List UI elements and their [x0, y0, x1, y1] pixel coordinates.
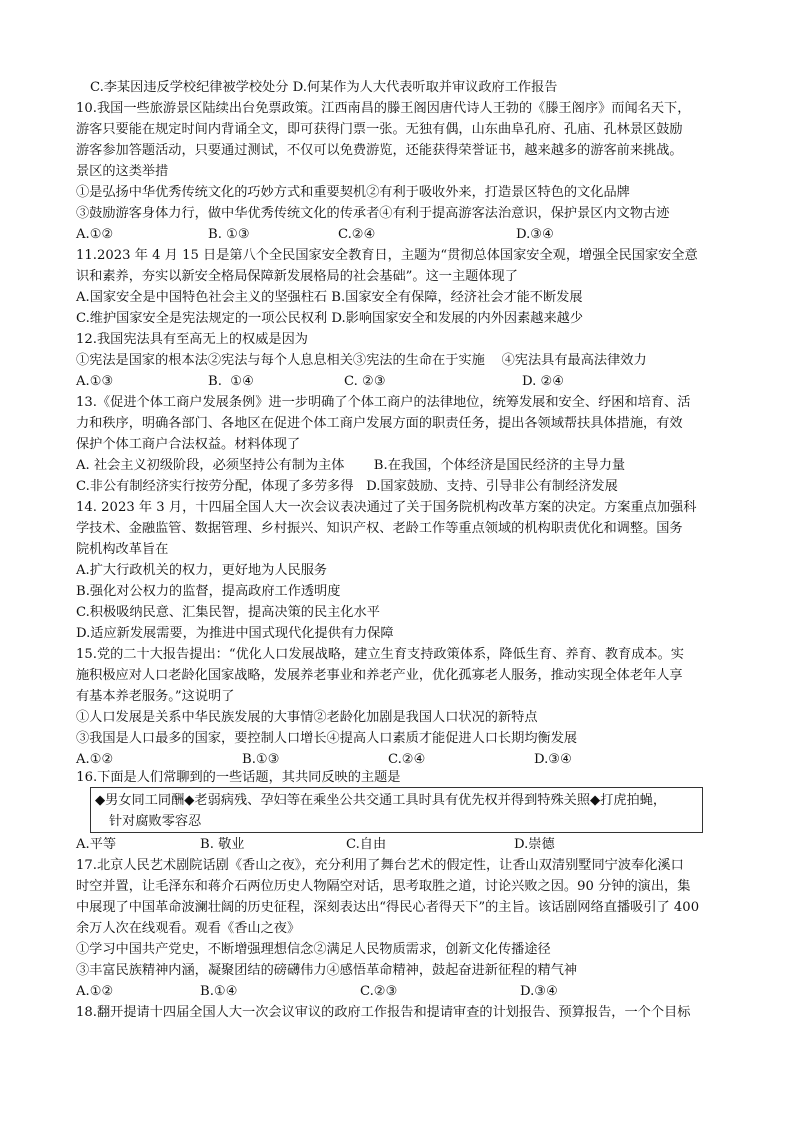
option-a: A.平等: [76, 837, 117, 852]
text-line: ③丰富民族精神内涵，凝聚团结的磅礴伟力④感悟革命精神，鼓起奋进新征程的精气神: [76, 963, 578, 978]
text-line: A. 社会主义初级阶段，必须坚持公有制为主体 B.在我国，个体经济是国民经济的主导力量: [76, 458, 626, 473]
text-line: 识和素养，夯实以新安全格局保障新发展格局的社会基础”。这一主题体现了: [76, 269, 518, 284]
option-d: D.③④: [516, 227, 554, 242]
text-line: 有基本养老服务。”这说明了: [76, 689, 235, 704]
text-line: 中展现了中国革命波澜壮阔的历史征程，深刻表达出“得民心者得天下”的主旨。该话剧网络直播吸引了 400: [76, 900, 700, 915]
text-line: 保护个体工商户合法权益。材料体现了: [76, 437, 301, 452]
text-line: 时空并置，让毛泽东和蒋介石两位历史人物隔空对话，思考取胜之道，讨论兴败之因。90 分钟的演出，集: [76, 879, 691, 894]
question-16-line: 16.下面是人们常聊到的一些话题，其共同反映的主题是: [72, 770, 401, 785]
option-d: D. ②④: [522, 374, 565, 389]
topic-box-line: 针对腐败零容忍: [109, 814, 202, 829]
question-11-line: 11.2023 年 4 月 15 日是第八个全民国家安全教育日，主题为“贯彻总体国家安全观，增强全民国家安全意: [76, 248, 698, 263]
text-line: ①人口发展是关系中华民族发展的大事情②老龄化加剧是我国人口状况的新特点: [76, 710, 538, 725]
text-line: 游客参加答题活动，只要通过测试，不仅可以免费游览，还能获得荣誉证书，越来越多的游客前来挑战。: [76, 143, 683, 158]
option-b: B.①④: [200, 984, 238, 999]
text-line: 游客只要能在规定时间内背诵全文，即可获得门票一张。无独有偶，山东曲阜孔府、孔庙、孔林景区鼓励: [76, 122, 683, 137]
text-line: B.强化对公权力的监督，提高政府工作透明度: [76, 584, 341, 599]
option-d: D.③④: [520, 984, 558, 999]
question-12-line: 12.我国宪法具有至高无上的权威是因为: [76, 332, 308, 347]
question-17-line: 17.北京人民艺术剧院话剧《香山之夜》，充分利用了舞台艺术的假定性，让香山双清别墅同宁波奉化溪口: [76, 858, 684, 873]
option-d: D.崇德: [514, 837, 555, 852]
question-14-line: 14. 2023 年 3 月，十四届全国人大一次会议表决通过了关于国务院机构改革方案的决定。方案重点加强科: [76, 500, 697, 515]
text-line: 景区的这类举措: [76, 164, 169, 179]
text-line: A.扩大行政机关的权力，更好地为人民服务: [76, 563, 328, 578]
text-line: ①学习中国共产党史，不断增强理想信念②满足人民物质需求，创新文化传播途径: [76, 942, 551, 957]
text-line: 学技术、金融监管、数据管理、乡村振兴、知识产权、老龄工作等重点领域的机构职责优化和调整。国务: [76, 521, 683, 536]
text-line: D.适应新发展需要，为推进中国式现代化提供有力保障: [76, 626, 394, 641]
option-c: C. ②③: [344, 374, 386, 389]
option-c: C.②③: [360, 984, 398, 999]
option-a: A.①②: [76, 227, 114, 242]
text-line: C.维护国家安全是宪法规定的一项公民权利 D.影响国家安全和发展的内外因素越来越少: [76, 311, 584, 326]
text-line: C.积极吸纳民意、汇集民智，提高决策的民主化水平: [76, 605, 380, 620]
text-line: ③我国是人口最多的国家，要控制人口增长④提高人口素质才能促进人口长期均衡发展: [76, 731, 578, 746]
text-line: 施积极应对人口老龄化国家战略，发展养老事业和养老产业，优化孤寡老人服务，推动实现全体老年人享: [76, 668, 683, 683]
option-c: C.②④: [388, 752, 426, 767]
text-line: 余万人次在线观看。观看《香山之夜》: [76, 921, 301, 936]
option-b: B. ①④: [208, 374, 254, 389]
text-line: 力和秩序，明确各部门、各地区在促进个体工商户发展方面的职责任务，提出各领域帮扶具体措施，有效: [76, 416, 683, 431]
text-line: 院机构改革旨在: [76, 542, 169, 557]
option-b: B.①③: [242, 752, 280, 767]
option-a: A.①②: [76, 752, 114, 767]
text-line: ③鼓励游客身体力行，做中华优秀传统文化的传承者④有利于提高游客法治意识，保护景区内文物古迹: [76, 206, 670, 221]
question-15-line: 15.党的二十大报告提出：“优化人口发展战略，建立生育支持政策体系，降低生育、养育、教育成本。实: [76, 647, 684, 662]
text-line: C.非公有制经济实行按劳分配，体现了多劳多得 D.国家鼓励、支持、引导非公有制经济发展: [76, 479, 618, 494]
text-line: ①宪法是国家的根本法②宪法与每个人息息相关③宪法的生命在于实施 ④宪法具有最高法律效力: [76, 353, 647, 368]
options-row-q17: [76, 982, 716, 1102]
option-b: B. ①③: [208, 227, 250, 242]
topic-box-line: ◆男女同工同酬◆老弱病残、孕妇等在乘坐公共交通工具时具有优先权并得到特殊关照◆打虎拍蝇，: [95, 793, 667, 808]
question-13-line: 13.《促进个体工商户发展条例》进一步明确了个体工商户的法律地位，统筹发展和安全、纾困和培育、活: [76, 395, 691, 410]
option-a: A.①③: [76, 374, 114, 389]
question-10-line: 10.我国一些旅游景区陆续出台免票政策。江西南昌的滕王阁因唐代诗人王勃的《滕王阁序》而闻名天下，: [76, 101, 691, 116]
option-d: D.③④: [534, 752, 572, 767]
text-line: ①是弘扬中华优秀传统文化的巧妙方式和重要契机②有利于吸收外来，打造景区特色的文化品牌: [76, 185, 630, 200]
text-line: A.国家安全是中国特色社会主义的坚强柱石 B.国家安全有保障，经济社会才能不断发展: [76, 290, 583, 305]
option-c: C.自由: [346, 837, 387, 852]
question-18-line: 18.翻开提请十四届全国人大一次会议审议的政府工作报告和提请审查的计划报告、预算报告，一个个目标: [76, 1005, 691, 1020]
option-a: A.①②: [76, 984, 114, 999]
text-line: C.李某因违反学校纪律被学校处分 D.何某作为人大代表听取并审议政府工作报告: [90, 80, 558, 95]
option-b: B. 敬业: [200, 837, 245, 852]
option-c: C.②④: [338, 227, 376, 242]
